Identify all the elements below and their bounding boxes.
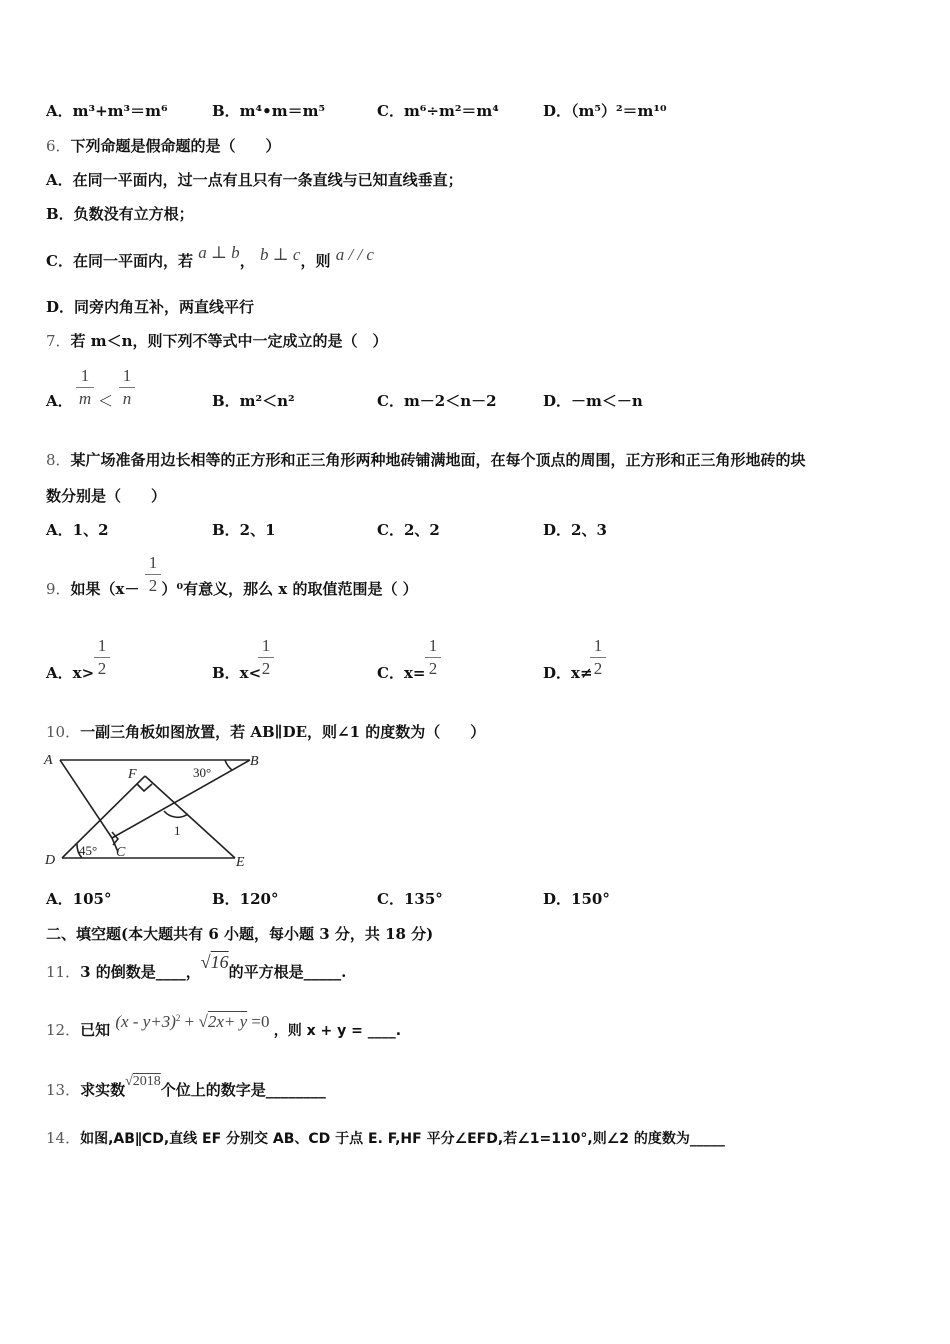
label-angle-45: 45°: [79, 843, 98, 858]
angle-arc-30: [225, 760, 232, 770]
q6-option-a: A．在同一平面内，过一点有且只有一条直线与已知直线垂直；: [46, 171, 463, 189]
q8-stem-line1: 8．某广场准备用边长相等的正方形和正三角形两种地砖铺满地面，在每个顶点的周围，正方形和正三角形地砖的块: [46, 451, 806, 469]
q6-stem: 6．下列命题是假命题的是（ ）: [46, 137, 281, 155]
q5-option-b: B．m⁴•m＝m⁵: [212, 102, 326, 120]
q7-fraction-1-over-n: 1 n: [119, 366, 135, 409]
q9-option-c: C．x=: [377, 664, 426, 682]
q9-stem: 9．如果（x－ ）⁰有意义，那么 x 的取值范围是（ ）: [46, 580, 418, 598]
q9-option-a-fraction: 1 2: [94, 636, 110, 679]
triangle-set-figure: [40, 748, 270, 873]
label-c: C: [116, 845, 126, 860]
q10-option-d: D．150°: [543, 890, 610, 908]
q6-expr-perp1: a ⊥ b: [198, 243, 240, 262]
q13-stem: 13．求实数√2018个位上的数字是________: [46, 1074, 326, 1099]
segment-a-to-c: [60, 760, 112, 838]
label-f: F: [128, 767, 137, 782]
section-2-heading: 二、填空题(本大题共有 6 小题，每小题 3 分，共 18 分): [46, 925, 434, 943]
q9-option-c-fraction: 1 2: [425, 636, 441, 679]
q11-stem: 11．3 的倒数是____，√16的平方根是_____.: [46, 952, 347, 981]
q12-expression: $(x - y+3)^2 + √2x+ y =0$: [115, 1012, 270, 1031]
q6-option-d: D．同旁内角互补，两直线平行: [46, 298, 255, 316]
q8-stem-line2: 数分别是（ ）: [46, 487, 167, 505]
q7-stem: 7．若 m＜n，则下列不等式中一定成立的是（ ）: [46, 332, 388, 350]
q9-option-d: D．x≠: [543, 664, 593, 682]
q7-option-c: C．m－2＜n－2: [377, 392, 497, 410]
right-angle-marker-f: [137, 784, 152, 791]
q9-option-b-fraction: 1 2: [258, 636, 274, 679]
q8-option-d: D．2、3: [543, 521, 607, 539]
q8-option-c: C．2、2: [377, 521, 440, 539]
q7-option-d: D．－m＜－n: [543, 392, 643, 410]
q7-option-a-label: A．: [46, 392, 73, 410]
q8-option-b: B．2、1: [212, 521, 276, 539]
label-b: B: [250, 754, 259, 769]
label-e: E: [236, 855, 245, 870]
q5-option-c: C．m⁶÷m²＝m⁴: [377, 102, 499, 120]
q14-stem: 14．如图,AB∥CD,直线 EF 分别交 AB、CD 于点 E. F,HF 平分∠EFD,若∠1=110°,则∠2 的度数为_____: [46, 1129, 725, 1147]
q10-stem: 10．一副三角板如图放置，若 AB∥DE，则∠1 的度数为（ ）: [46, 723, 486, 741]
q9-option-d-fraction: 1 2: [590, 636, 606, 679]
q6-expr-perp2: b ⊥ c: [259, 245, 301, 264]
q5-option-a: A．m³+m³＝m⁶: [46, 102, 168, 120]
label-a: A: [44, 753, 53, 768]
q6-option-c: C．在同一平面内，若 a ⊥ b， b ⊥ c，则 a / / c: [46, 243, 374, 270]
q6-option-b: B．负数没有立方根；: [46, 205, 194, 223]
q6-expr-parallel: a / / c: [335, 245, 374, 264]
q10-option-a: A．105°: [46, 890, 112, 908]
segment-f-to-e: [145, 776, 235, 858]
q8-option-a: A．1、2: [46, 521, 109, 539]
q7-less-than: ＜: [98, 392, 114, 410]
q12-stem: 12．已知 $(x - y+3)^2 + √2x+ y =0$ ，则 x + y = ____.: [46, 1012, 402, 1039]
q7-option-b: B．m²＜n²: [212, 392, 295, 410]
segment-d-to-f: [62, 776, 145, 858]
q11-sqrt-16: √16: [200, 952, 229, 972]
q9-option-b: B．x<: [212, 664, 262, 682]
q5-option-d: D．（m⁵）²＝m¹⁰: [543, 102, 667, 120]
q9-option-a: A．x>: [46, 664, 95, 682]
q13-sqrt-2018: √2018: [125, 1074, 161, 1089]
q9-stem-fraction: 1 2: [145, 553, 161, 596]
label-d: D: [45, 853, 56, 868]
q10-option-c: C．135°: [377, 890, 443, 908]
q7-fraction-1-over-m: 1 m: [76, 366, 94, 409]
label-angle-30: 30°: [193, 765, 212, 780]
label-angle-1: 1: [174, 823, 181, 838]
q10-option-b: B．120°: [212, 890, 279, 908]
